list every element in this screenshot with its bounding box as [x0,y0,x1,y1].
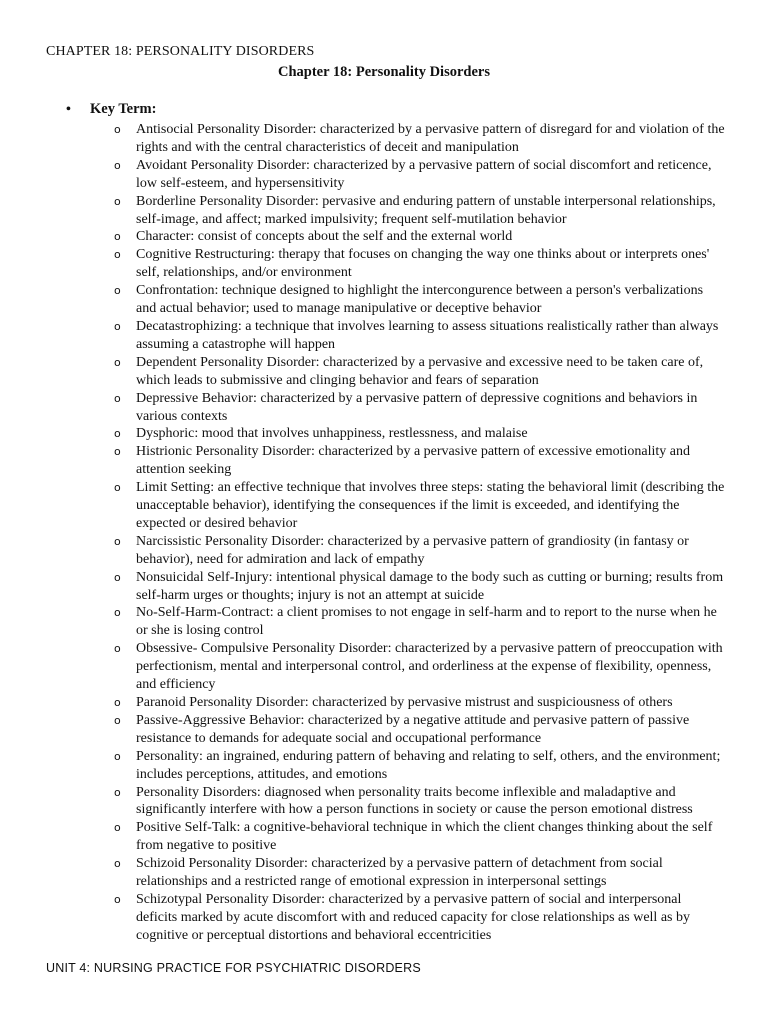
key-term-section [66,100,726,945]
term-item [114,443,726,479]
term-definition: No-Self-Harm-Contract: a client promises to not engage in self-harm and to report to the nurse when he or she is losing control [136,605,717,639]
term-definition: Personality: an ingrained, enduring pattern of behaving and relating to self, others, and the environment; includes perceptions, attitudes, and emotions [136,748,721,782]
term-item [114,819,726,855]
term-definition: Paranoid Personality Disorder: characterized by pervasive mistrust and suspiciousness of others [136,695,673,710]
term-definition: Passive-Aggressive Behavior: characterized by a negative attitude and pervasive pattern of passive resistance to demands for adequate social and occupational performance [136,712,690,746]
term-definition: Schizotypal Personality Disorder: characterized by a pervasive pattern of social and interpersonal deficits marked by acute discomfort with and reduced capacity for close relationships as well as by cognitive or perceptual distortions and behavioral eccentricities [136,891,690,943]
page-title: Chapter 18: Personality Disorders [278,64,490,80]
section-heading-row [66,100,726,119]
sub-bullet-icon: o [114,696,121,709]
term-definition: Borderline Personality Disorder: pervasive and enduring pattern of unstable interpersonal relationships, self-image, and affect; marked impulsivity; frequent self-mutilation behavior [136,193,716,227]
term-item [114,891,726,945]
term-item [114,246,726,282]
sub-bullet-icon: o [114,749,121,763]
term-item [114,354,726,390]
term-definition: Limit Setting: an effective technique that involves three steps: stating the behavioral limit (describing the unacceptable behavior), identifying the consequences if the limit is exceeded, and identifying the expected or desired behavior [136,480,725,531]
sub-bullet-icon: o [114,123,121,136]
term-item [114,390,726,426]
term-item [114,694,726,712]
term-definition: Decatastrophizing: a technique that involves learning to assess situations realistically rather than always assuming a catastrophe will happen [136,318,719,352]
term-item [114,784,726,820]
sub-bullet-icon: o [114,481,121,495]
term-definition: Obsessive- Compulsive Personality Disorder: characterized by a pervasive pattern of preoccupation with perfectionism, mental and interpersonal control, and orderliness at the expense of flexibility, openness, and efficiency [136,641,723,693]
term-definition: Narcissistic Personality Disorder: characterized by a pervasive pattern of grandiosity (in fantasy or behavior), need for admiration and lack of empathy [136,533,689,567]
sub-bullet-icon: o [114,713,121,727]
running-head: CHAPTER 18: PERSONALITY DISORDERS [46,44,315,59]
sub-bullet-icon: o [114,534,121,548]
term-item [114,318,726,354]
sub-bullet-icon: o [114,821,121,835]
term-item [114,228,726,246]
term-item [114,748,726,784]
term-definition: Histrionic Personality Disorder: characterized by a pervasive pattern of excessive emotionality and attention seeking [136,444,690,478]
sub-bullet-icon: o [114,194,121,208]
sub-bullet-icon: o [114,391,121,405]
sub-bullet-icon: o [114,248,121,262]
sub-bullet-icon: o [114,445,121,459]
section-heading: Key Term: [90,101,157,117]
term-item [114,712,726,748]
term-definition: Positive Self-Talk: a cognitive-behavioral technique in which the client changes thinking about the self from negative to positive [136,820,713,854]
term-definition: Schizoid Personality Disorder: characterized by a pervasive pattern of detachment from social relationships and a restricted range of emotional expression in interpersonal settings [136,856,663,890]
term-definition: Avoidant Personality Disorder: characterized by a pervasive pattern of social discomfort and reticence, low self-esteem, and hypersensitivity [136,157,712,191]
term-item [114,425,726,443]
term-definition: Confrontation: technique designed to highlight the intercongurence between a person's verbalizations and actual behavior; used to manage manipulative or deceptive behavior [136,283,704,317]
unit-footer: UNIT 4: NURSING PRACTICE FOR PSYCHIATRIC DISORDERS [46,961,421,975]
term-definition: Depressive Behavior: characterized by a pervasive pattern of depressive cognitions and behaviors in various contexts [136,390,698,424]
term-item [114,193,726,229]
term-definition: Dysphoric: mood that involves unhappiness, restlessness, and malaise [136,426,528,442]
term-item [114,855,726,891]
sub-bullet-icon: o [114,319,121,333]
term-definition: Nonsuicidal Self-Injury: intentional physical damage to the body such as cutting or burning; results from self-harm urges or thoughts; injury is not an attempt at suicide [136,569,724,603]
term-item [114,604,726,640]
term-item [114,282,726,318]
sub-bullet-icon: o [114,570,121,584]
term-item [114,640,726,694]
term-definition: Character: consist of concepts about the self and the external world [136,229,513,245]
term-list [66,121,726,945]
sub-bullet-icon: o [114,355,121,369]
term-item [114,157,726,193]
term-item [114,121,726,157]
sub-bullet-icon: o [114,892,121,906]
term-item [114,569,726,605]
sub-bullet-icon: o [114,230,121,244]
term-definition: Personality Disorders: diagnosed when personality traits become inflexible and maladaptive and significantly interfere with how a person functions in society or cause the person emotional distress [136,784,693,818]
term-item [114,533,726,569]
term-definition: Antisocial Personality Disorder: characterized by a pervasive pattern of disregard for and violation of the rights and with the central characteristics of deceit and manipulation [136,122,725,155]
sub-bullet-icon: o [114,606,121,620]
term-definition: Cognitive Restructuring: therapy that focuses on changing the way one thinks about or interprets ones' self, relationships, and/or environment [136,247,710,281]
term-definition: Dependent Personality Disorder: characterized by a pervasive and excessive need to be taken care of, which leads to submissive and clinging behavior and fears of separation [136,354,704,388]
term-item [114,479,726,533]
sub-bullet-icon: o [114,785,121,799]
sub-bullet-icon: o [114,857,121,871]
sub-bullet-icon: o [114,427,121,441]
sub-bullet-icon: o [114,642,121,656]
sub-bullet-icon: o [114,158,121,172]
sub-bullet-icon: o [114,284,121,298]
bullet-icon: • [66,102,71,117]
